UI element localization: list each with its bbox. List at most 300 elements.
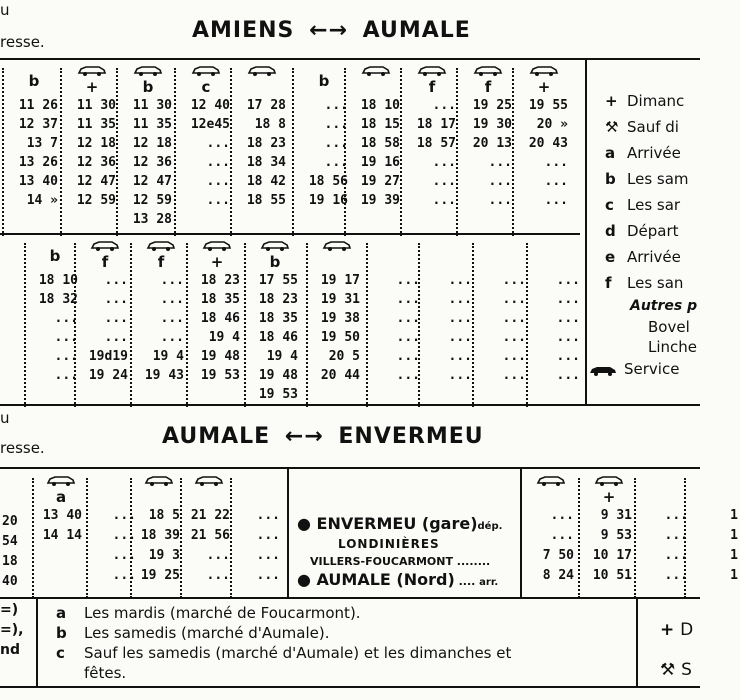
s1-row1-col-2-time-5: 12 59	[132, 193, 172, 208]
s1-row1-col-7-time-4: ...	[432, 174, 456, 189]
s1-row1-col-6-header	[350, 62, 402, 96]
s1-row1-col-6	[350, 62, 402, 210]
legend-item-2	[605, 140, 689, 166]
s1-row1-col-8-separator	[456, 68, 463, 236]
section2-bottom-rule	[0, 597, 700, 599]
s1-row2-col-6	[372, 237, 422, 385]
s1-row2-col-2-time-0: ...	[160, 273, 184, 288]
s1-row1-col-4-time-0: 17 28	[246, 98, 286, 113]
s1-row1-col-4-time-3: 18 34	[246, 155, 286, 170]
section1-title	[192, 18, 471, 43]
s2-right-col-1-header: +	[584, 472, 634, 506]
s1-row2-col-4-time-1: 18 23	[258, 292, 298, 307]
s1-row1-col-4-separator	[230, 68, 237, 236]
s1-row1-col-3-time-1: 12e45	[190, 117, 230, 132]
section2-title	[162, 424, 484, 449]
s1-row1-col-2-separator	[116, 68, 123, 236]
s1-row1-col-8	[462, 62, 514, 210]
s2-right-col-3-time-1: 1	[730, 528, 738, 543]
s1-row2-col-1-time-0: ...	[104, 273, 128, 288]
legend-symbol-7: f	[605, 274, 612, 292]
s2-left-col-1-time-1: ...	[112, 528, 136, 543]
legend-symbol-6: e	[605, 248, 616, 266]
section1-mid-rule	[0, 233, 580, 235]
s1-row1-col-6-time-0: 18 10	[360, 98, 400, 113]
s1-row2-col-2-header: f	[136, 237, 186, 271]
s2-right-col-2	[640, 472, 690, 586]
s2-right-col-2-time-0: ...	[664, 508, 688, 523]
s1-row1-col-9-separator	[512, 68, 519, 236]
s1-row2-col-9-header	[532, 237, 582, 271]
s1-row1-col-1-header: +	[66, 62, 118, 96]
legend-symbol-2: a	[605, 144, 616, 162]
notes-bottom-rule	[0, 686, 700, 688]
s1-row2-col-8-time-4: ...	[502, 349, 526, 364]
s1-row2-col-3-time-1: 18 35	[200, 292, 240, 307]
section2-top-rule	[0, 467, 700, 469]
s1-row2-col-4-time-4: 19 4	[266, 349, 298, 364]
s1-row1-col-3-header: c	[180, 62, 232, 96]
s1-row1-col-3-time-4: ...	[206, 174, 230, 189]
station-villers: VILLERS-FOUCARMONT ........	[310, 555, 491, 568]
legend-text-4: Les sar	[627, 196, 681, 214]
s2-left-col-3-time-1: 21 56	[190, 528, 230, 543]
legend-symbol-4: c	[605, 196, 614, 214]
notes-right-legend: + D ⚒ S	[660, 620, 694, 680]
s2-right-col-0-time-0: ...	[550, 508, 574, 523]
s2-left-col-0-time-3	[38, 566, 84, 586]
legend-text-0: Dimanc	[627, 92, 685, 110]
s1-row2-col-2-time-5: 19 43	[144, 368, 184, 383]
s2-left-col-2-time-3: 19 25	[140, 568, 180, 583]
s1-row2-col-5	[312, 237, 362, 385]
s1-row1-col-3-separator	[174, 68, 181, 236]
cut-text-mid-2: resse.	[0, 439, 45, 457]
s1-row2-col-0-time-2: ...	[54, 311, 78, 326]
s1-row1-col-5-header: b	[318, 72, 330, 90]
s2-right-col-3-time-0: 1	[730, 508, 738, 523]
s1-row2-col-8-time-1: ...	[502, 292, 526, 307]
s1-row1-col-4-header	[236, 62, 288, 96]
s1-row1-col-9-time-2: 20 43	[528, 136, 568, 151]
s1-row1-col-0-separator	[2, 68, 9, 236]
s1-row1-col-6-time-3: 19 16	[360, 155, 400, 170]
notes-divider-right	[636, 597, 638, 686]
s1-row2-col-0-time-1: 18 32	[38, 292, 78, 307]
s1-row2-col-2	[136, 237, 186, 385]
s2-right-col-1-time-2: 10 17	[592, 548, 632, 563]
station-envermeu: ● ENVERMEU (gare)dép.	[297, 514, 503, 533]
s2-right-col-3	[690, 472, 740, 586]
s2-stub-3: 40	[2, 574, 18, 589]
s1-row1-col-0-header: b	[28, 72, 40, 90]
legend-text-7: Les san	[627, 274, 684, 292]
s1-row2-col-9-time-2: ...	[556, 311, 580, 326]
s1-row1-col-2-time-0: 11 30	[132, 98, 172, 113]
legend-symbol-0: +	[605, 92, 618, 110]
s2-stub-2: 18	[2, 554, 18, 569]
legend-text-3: Les sam	[627, 170, 689, 188]
s2-left-col-0-header: a	[38, 472, 84, 506]
legend-item-5	[605, 218, 689, 244]
s1-row2-col-6-time-1: ...	[396, 292, 420, 307]
s1-row1-col-5	[298, 62, 350, 210]
cut-text-top-1: u	[0, 1, 10, 19]
s1-row2-col-5-separator	[306, 243, 313, 407]
s1-row1-col-8-header: f	[462, 62, 514, 96]
legend-text-6: Arrivée	[627, 248, 681, 266]
notes-left-stub: =) =), nd	[0, 602, 24, 658]
legend-symbol-3: b	[605, 170, 616, 188]
s1-row1-col-5-separator	[292, 68, 299, 236]
s2-right-col-0-time-1: ...	[550, 528, 574, 543]
s1-row2-col-6-time-2: ...	[396, 311, 420, 326]
s2-left-col-0	[38, 472, 84, 586]
s2-left-col-4-time-0: ...	[256, 508, 280, 523]
s1-row2-col-5-time-3: 19 50	[320, 330, 360, 345]
s1-row2-col-4-time-6: 19 53	[258, 387, 298, 402]
s1-row2-col-9-time-0: ...	[556, 273, 580, 288]
s1-row2-col-7-separator	[418, 243, 425, 407]
s2-stub-1: 54	[2, 534, 18, 549]
s1-row1-col-2-time-2: 12 18	[132, 136, 172, 151]
s1-row2-col-1-time-5: 19 24	[88, 368, 128, 383]
s1-row2-col-2-time-3: ...	[160, 330, 184, 345]
s1-row1-col-1-time-4: 12 47	[76, 174, 116, 189]
s1-row2-col-0-time-0: 18 10	[38, 273, 78, 288]
notes-divider-left	[36, 597, 38, 686]
s1-row1-col-7-time-3: ...	[432, 155, 456, 170]
s1-row2-col-9-time-4: ...	[556, 349, 580, 364]
autres-title: Autres p	[630, 298, 698, 314]
s1-row2-col-3-separator	[186, 243, 193, 407]
s2-right-col-2-separator	[634, 478, 641, 598]
s2-stub-0: 20	[2, 514, 18, 529]
s1-row2-col-4-time-0: 17 55	[258, 273, 298, 288]
note-2: c Sauf les samedis (marché d'Aumale) et les dimanches et	[56, 644, 512, 662]
s1-row2-col-9-time-5: ...	[556, 368, 580, 383]
s1-row2-col-2-time-2: ...	[160, 311, 184, 326]
section1-top-rule	[0, 58, 700, 60]
s1-row2-col-3-time-3: 19 4	[208, 330, 240, 345]
s1-row1-col-9-time-5: ...	[544, 193, 568, 208]
s1-row2-col-8-separator	[472, 243, 479, 407]
s1-row1-col-0-time-5: 14 »	[26, 193, 58, 208]
section1-bottom-rule	[0, 404, 700, 406]
cut-text-top-2: resse.	[0, 33, 45, 51]
s1-row2-col-5-time-2: 19 38	[320, 311, 360, 326]
s1-row2-col-4-time-5: 19 48	[258, 368, 298, 383]
s1-row1-col-6-time-1: 18 15	[360, 117, 400, 132]
s1-row2-col-9-time-1: ...	[556, 292, 580, 307]
s2-right-col-3-time-3: 1	[730, 568, 738, 583]
s2-left-col-4	[236, 472, 282, 586]
station-aumale: ● AUMALE (Nord) .... arr.	[297, 570, 499, 589]
s1-row2-col-8-time-5: ...	[502, 368, 526, 383]
section2-title-left: AUMALE	[162, 424, 271, 449]
legend-text-5: Départ	[627, 222, 679, 240]
s1-row1-col-8-time-3: ...	[488, 155, 512, 170]
s1-row1-col-6-time-2: 18 58	[360, 136, 400, 151]
legend-item-3	[605, 166, 689, 192]
s2-right-col-0-separator	[520, 478, 527, 598]
s1-row1-col-2-time-3: 12 36	[132, 155, 172, 170]
s1-row1-col-2-header: b	[122, 62, 174, 96]
note-0: a Les mardis (marché de Foucarmont).	[56, 604, 361, 622]
s1-row1-col-5-time-5: 19 16	[308, 193, 348, 208]
s1-row2-col-4-header: b	[250, 237, 300, 271]
s2-left-col-1-time-3: ...	[112, 568, 136, 583]
s1-row2-col-7-time-0: ...	[448, 273, 472, 288]
s1-row2-col-8-time-2: ...	[502, 311, 526, 326]
s2-left-col-3-separator	[180, 478, 187, 598]
s2-left-col-0-separator	[32, 478, 39, 598]
legend-symbol-1: ⚒	[605, 118, 619, 136]
s1-row1-col-7	[406, 62, 458, 210]
s1-row1-col-7-time-5: ...	[432, 193, 456, 208]
section1-title-right: AUMALE	[362, 18, 471, 43]
s2-left-col-2-time-2: 19 3	[148, 548, 180, 563]
s1-row1-col-7-separator	[400, 68, 407, 236]
s1-row2-col-4-time-2: 18 35	[258, 311, 298, 326]
section2-arrow: ←→	[284, 424, 324, 449]
section1-legend	[605, 88, 689, 296]
section2-title-right: ENVERMEU	[338, 424, 484, 449]
legend-divider	[585, 58, 587, 404]
s1-row1-col-0-time-0: 11 26	[18, 98, 58, 113]
s1-row1-col-4-time-5: 18 55	[246, 193, 286, 208]
s2-left-col-4-separator	[230, 478, 237, 598]
s1-row2-col-5-header	[312, 237, 362, 271]
s1-row2-col-3-header: +	[192, 237, 242, 271]
s1-row1-col-6-time-5: 19 39	[360, 193, 400, 208]
s1-row1-col-4-time-1: 18 8	[254, 117, 286, 132]
s1-row2-col-7-header	[424, 237, 474, 271]
s1-row2-col-4	[250, 237, 300, 404]
autres-line-2: Linche	[648, 338, 698, 356]
s1-row2-col-2-separator	[130, 243, 137, 407]
s1-row1-col-0-time-3: 13 26	[18, 155, 58, 170]
s1-row1-col-1	[66, 62, 118, 210]
note-1: b Les samedis (marché d'Aumale).	[56, 624, 330, 642]
s1-row2-col-9-separator	[526, 243, 533, 407]
s1-row2-col-0-header: b	[49, 247, 61, 265]
s2-left-col-3-time-3: ...	[206, 568, 230, 583]
s2-left-col-3	[186, 472, 232, 586]
s1-row1-col-1-time-2: 12 18	[76, 136, 116, 151]
legend-text-1: Sauf di	[627, 118, 679, 136]
section1-arrow: ←→	[309, 18, 348, 43]
section1-title-left: AMIENS	[192, 18, 295, 43]
s2-right-col-2-time-2: ...	[664, 548, 688, 563]
legend-text-2: Arrivée	[627, 144, 681, 162]
s1-row2-col-3-time-4: 19 48	[200, 349, 240, 364]
s2-left-col-2-time-0: 18 5	[148, 508, 180, 523]
s1-row2-col-3	[192, 237, 242, 385]
s1-row1-col-7-time-2: 18 57	[416, 136, 456, 151]
s1-row1-col-2	[122, 62, 174, 229]
s1-row1-col-0-time-4: 13 40	[18, 174, 58, 189]
s1-row2-col-1-header: f	[80, 237, 130, 271]
s2-left-col-1-separator	[86, 478, 93, 598]
s1-row2-col-7-time-1: ...	[448, 292, 472, 307]
s2-right-col-1	[584, 472, 634, 586]
s1-row2-col-1-time-3: ...	[104, 330, 128, 345]
s1-row2-col-5-time-0: 19 17	[320, 273, 360, 288]
s1-row2-col-3-time-2: 18 46	[200, 311, 240, 326]
s1-row2-col-3-time-5: 19 53	[200, 368, 240, 383]
s1-row2-col-3-time-0: 18 23	[200, 273, 240, 288]
s1-row1-col-0-time-2: 13 7	[26, 136, 58, 151]
s2-left-col-3-time-0: 21 22	[190, 508, 230, 523]
s1-row2-col-1-separator	[74, 243, 81, 407]
s2-left-col-0-time-0: 13 40	[42, 508, 82, 523]
s2-left-col-1-time-0: ...	[112, 508, 136, 523]
s2-right-col-2-time-1: ...	[664, 528, 688, 543]
s2-right-col-0-time-2: 7 50	[542, 548, 574, 563]
station-londinieres: LONDINIÈRES	[338, 537, 440, 551]
s1-row2-col-0-time-3: ...	[54, 330, 78, 345]
s1-row1-col-5-time-2: ...	[324, 136, 348, 151]
s1-row2-col-6-time-0: ...	[396, 273, 420, 288]
s2-right-col-3-time-2: 1	[730, 548, 738, 563]
s1-row1-col-1-time-3: 12 36	[76, 155, 116, 170]
s1-row2-col-7-time-3: ...	[448, 330, 472, 345]
s1-row1-col-0	[8, 62, 60, 210]
s1-row2-col-6-separator	[366, 243, 373, 407]
s1-row2-col-6-time-4: ...	[396, 349, 420, 364]
s2-left-col-2-time-1: 18 39	[140, 528, 180, 543]
s1-row2-col-7-time-2: ...	[448, 311, 472, 326]
s1-row2-col-8-time-3: ...	[502, 330, 526, 345]
s1-row1-col-4-time-2: 18 23	[246, 136, 286, 151]
s1-row2-col-0-separator	[24, 243, 31, 407]
s2-left-col-4-time-1: ...	[256, 528, 280, 543]
s1-row1-col-2-time-1: 11 35	[132, 117, 172, 132]
legend-item-0	[605, 88, 689, 114]
s1-row1-col-9-time-1: 20 »	[536, 117, 568, 132]
s1-row1-col-8-time-0: 19 25	[472, 98, 512, 113]
s1-row1-col-5-time-1: ...	[324, 117, 348, 132]
s1-row1-col-8-time-2: 20 13	[472, 136, 512, 151]
s1-row2-col-8	[478, 237, 528, 385]
s1-row1-col-4	[236, 62, 288, 210]
s1-row1-col-0-time-1: 12 37	[18, 117, 58, 132]
s1-row2-col-5-time-1: 19 31	[320, 292, 360, 307]
s2-left-col-0-time-1: 14 14	[42, 528, 82, 543]
s2-left-col-4-time-3: ...	[256, 568, 280, 583]
s1-row1-col-3-time-5: ...	[206, 193, 230, 208]
s1-row1-col-2-time-6: 13 28	[132, 212, 172, 227]
s1-row2-col-7-time-5: ...	[448, 368, 472, 383]
s1-row2-col-5-time-5: 20 44	[320, 368, 360, 383]
s2-left-col-3-header	[186, 472, 232, 506]
s1-row1-col-8-time-5: ...	[488, 193, 512, 208]
s1-row1-col-3-time-3: ...	[206, 155, 230, 170]
s1-row1-col-2-time-4: 12 47	[132, 174, 172, 189]
s2-right-col-1-separator	[578, 478, 585, 598]
s1-row1-col-7-header: f	[406, 62, 458, 96]
s2-right-col-1-time-1: 9 53	[600, 528, 632, 543]
s1-row2-col-9-time-3: ...	[556, 330, 580, 345]
s2-right-col-0-time-3: 8 24	[542, 568, 574, 583]
s1-row1-col-7-time-0: ...	[432, 98, 456, 113]
legend-symbol-5: d	[605, 222, 616, 240]
s1-row1-col-5-time-0: ...	[324, 98, 348, 113]
s1-row1-col-1-time-1: 11 35	[76, 117, 116, 132]
legend-item-7	[605, 270, 689, 296]
s1-row1-col-1-separator	[60, 68, 67, 236]
s1-row1-col-9-time-0: 19 55	[528, 98, 568, 113]
s1-row1-col-6-time-4: 19 27	[360, 174, 400, 189]
s2-right-col-0	[526, 472, 576, 586]
s1-row1-col-6-separator	[344, 68, 351, 236]
s1-row2-col-7-time-4: ...	[448, 349, 472, 364]
s2-left-col-2-header	[136, 472, 182, 506]
s1-row2-col-0	[30, 237, 80, 385]
s2-right-col-3-header	[690, 472, 740, 506]
s2-right-col-1-time-0: 9 31	[600, 508, 632, 523]
s2-left-col-4-time-2: ...	[256, 548, 280, 563]
s1-row2-col-0-time-4: ...	[54, 349, 78, 364]
service-label: Service	[624, 360, 680, 378]
s1-row2-col-8-time-0: ...	[502, 273, 526, 288]
legend-item-1	[605, 114, 689, 140]
s2-right-col-3-separator	[684, 478, 691, 598]
s1-row2-col-0-time-5: ...	[54, 368, 78, 383]
s1-row1-col-3	[180, 62, 232, 210]
s2-left-col-3-time-2: ...	[206, 548, 230, 563]
s1-row1-col-9-time-3: ...	[544, 155, 568, 170]
car-icon	[588, 364, 618, 376]
note-3: fêtes.	[84, 664, 127, 682]
s2-left-col-0-time-2	[38, 546, 84, 566]
s1-row2-col-8-header	[478, 237, 528, 271]
s2-left-col-2	[136, 472, 182, 586]
s1-row1-col-9-header: +	[518, 62, 570, 96]
legend-item-4	[605, 192, 689, 218]
s1-row2-col-5-time-4: 20 5	[328, 349, 360, 364]
s2-right-col-1-time-3: 10 51	[592, 568, 632, 583]
s1-row1-col-1-time-5: 12 59	[76, 193, 116, 208]
cut-text-mid-1: u	[0, 409, 10, 427]
legend-item-6	[605, 244, 689, 270]
s1-row2-col-1-time-1: ...	[104, 292, 128, 307]
s1-row1-col-1-time-0: 11 30	[76, 98, 116, 113]
s1-row1-col-9	[518, 62, 570, 210]
s1-row1-col-5-time-3: ...	[324, 155, 348, 170]
s1-row2-col-2-time-1: ...	[160, 292, 184, 307]
s1-row1-col-8-time-4: ...	[488, 174, 512, 189]
s1-row1-col-4-time-4: 18 42	[246, 174, 286, 189]
s2-left-col-4-header	[236, 472, 282, 506]
stations-divider-left	[287, 467, 289, 597]
s1-row2-col-1-time-4: 19d19	[88, 349, 128, 364]
s2-right-col-0-header	[526, 472, 576, 506]
s1-row2-col-4-time-3: 18 46	[258, 330, 298, 345]
s1-row2-col-6-header	[372, 237, 422, 271]
s1-row2-col-9	[532, 237, 582, 385]
s1-row2-col-6-time-3: ...	[396, 330, 420, 345]
s1-row1-col-9-time-4: ...	[544, 174, 568, 189]
s1-row1-col-8-time-1: 19 30	[472, 117, 512, 132]
autres-line-1: Bovel	[648, 318, 690, 336]
s1-row1-col-7-time-1: 18 17	[416, 117, 456, 132]
s2-right-col-2-header	[640, 472, 690, 506]
s1-row2-col-1-time-2: ...	[104, 311, 128, 326]
s1-row2-col-4-separator	[244, 243, 251, 407]
s1-row2-col-7	[424, 237, 474, 385]
